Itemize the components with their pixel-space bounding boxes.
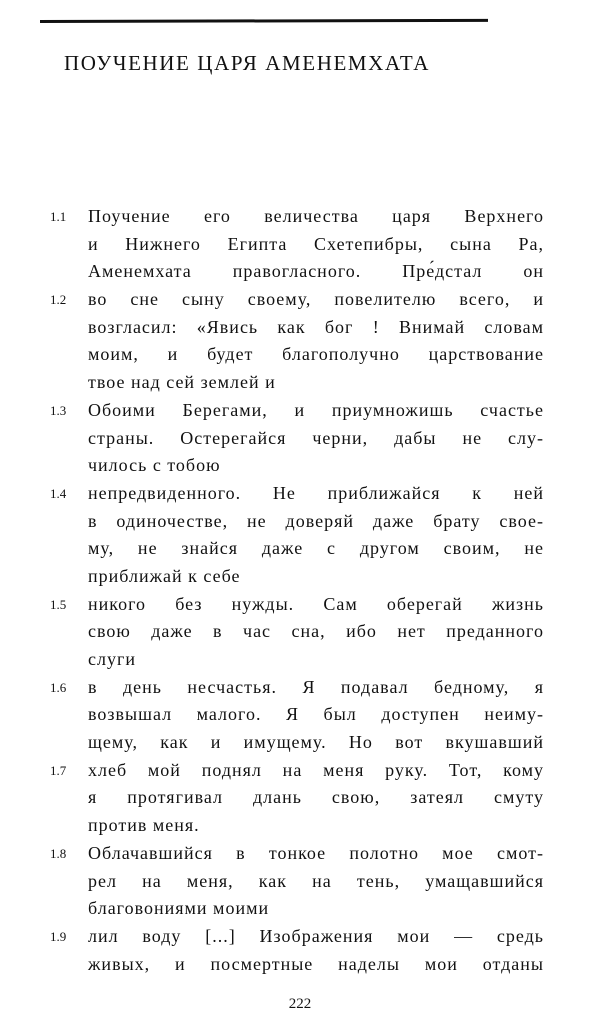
verse-line: рел на меня, как на тень, умащавшийся bbox=[88, 870, 544, 891]
verse-line: щему, как и имущему. Но вот вкушавший bbox=[88, 732, 544, 753]
top-rule bbox=[40, 19, 488, 23]
verse-line: в одиночестве, не доверяй даже брату свое- bbox=[88, 510, 544, 531]
verse-line: хлеб мой поднял на меня руку. Тот, кому bbox=[88, 759, 544, 780]
verse-line: возгласил: «Явись как бог ! Внимай словам bbox=[88, 316, 544, 337]
verse-number: 1.5 bbox=[50, 596, 67, 612]
verse-line: живых, и посмертные наделы мои отданы bbox=[88, 953, 544, 974]
verse-number: 1.2 bbox=[50, 292, 67, 308]
verse-number: 1.7 bbox=[50, 762, 67, 778]
verse-line: Поучение его величества царя Верхнего bbox=[88, 206, 544, 226]
verse-line: в день несчастья. Я подавал бедному, я bbox=[88, 676, 544, 697]
verse-line: свою даже в час сна, ибо нет преданного bbox=[88, 621, 544, 642]
page-number: 222 bbox=[288, 996, 312, 1012]
verse-line: во сне сыну своему, повелителю всего, и bbox=[88, 289, 544, 310]
verse-line: твое над сей землей и bbox=[88, 372, 276, 393]
verse-number: 1.9 bbox=[50, 928, 67, 944]
verse-line: страны. Остерегайся черни, дабы не слу- bbox=[88, 427, 544, 448]
verse bbox=[0, 923, 600, 978]
verse-line: приближай к себе bbox=[88, 565, 241, 586]
verse bbox=[0, 203, 600, 286]
verse-line: лил воду [...] Изображения мои — средь bbox=[88, 925, 544, 946]
verse-line: Аменемхата правогласного. Пре́дстал он bbox=[88, 261, 544, 282]
verse-number: 1.3 bbox=[50, 402, 67, 418]
verse-line: против меня. bbox=[88, 815, 200, 836]
verse-line: слуги bbox=[88, 649, 136, 669]
verse-line: Обоими Берегами, и приумножишь счастье bbox=[88, 399, 544, 420]
verse bbox=[0, 286, 600, 397]
verse-number: 1.1 bbox=[50, 209, 67, 224]
verse-line: никого без нужды. Сам оберегай жизнь bbox=[88, 593, 544, 614]
page-title: ПОУЧЕНИЕ ЦАРЯ АМЕНЕМХАТА bbox=[64, 51, 431, 75]
verse bbox=[0, 480, 600, 591]
verse bbox=[0, 397, 600, 480]
verse-number: 1.4 bbox=[50, 485, 67, 501]
verse-line: благовониями моими bbox=[88, 898, 270, 919]
verse-number: 1.6 bbox=[50, 679, 67, 695]
verse-number: 1.8 bbox=[50, 845, 67, 861]
verse-line: му, не знайся даже с другом своим, не bbox=[88, 538, 544, 559]
verse-line: и Нижнего Египта Схетепибры, сына Ра, bbox=[88, 233, 544, 254]
verse-line: непредвиденного. Не приближайся к ней bbox=[88, 482, 544, 503]
verse-line: моим, и будет благополучно царствование bbox=[88, 344, 544, 365]
verse bbox=[0, 840, 600, 923]
verse bbox=[0, 674, 600, 757]
verse-line: Облачавшийся в тонкое полотно мое смот- bbox=[88, 842, 544, 863]
verse bbox=[0, 591, 600, 674]
verse-line: я протягивал длань свою, затеял смуту bbox=[88, 787, 544, 808]
verse-line: чилось с тобою bbox=[88, 455, 221, 476]
verse-line: возвышал малого. Я был доступен неиму- bbox=[88, 704, 544, 725]
verses-body bbox=[0, 203, 600, 978]
verse bbox=[0, 757, 600, 840]
